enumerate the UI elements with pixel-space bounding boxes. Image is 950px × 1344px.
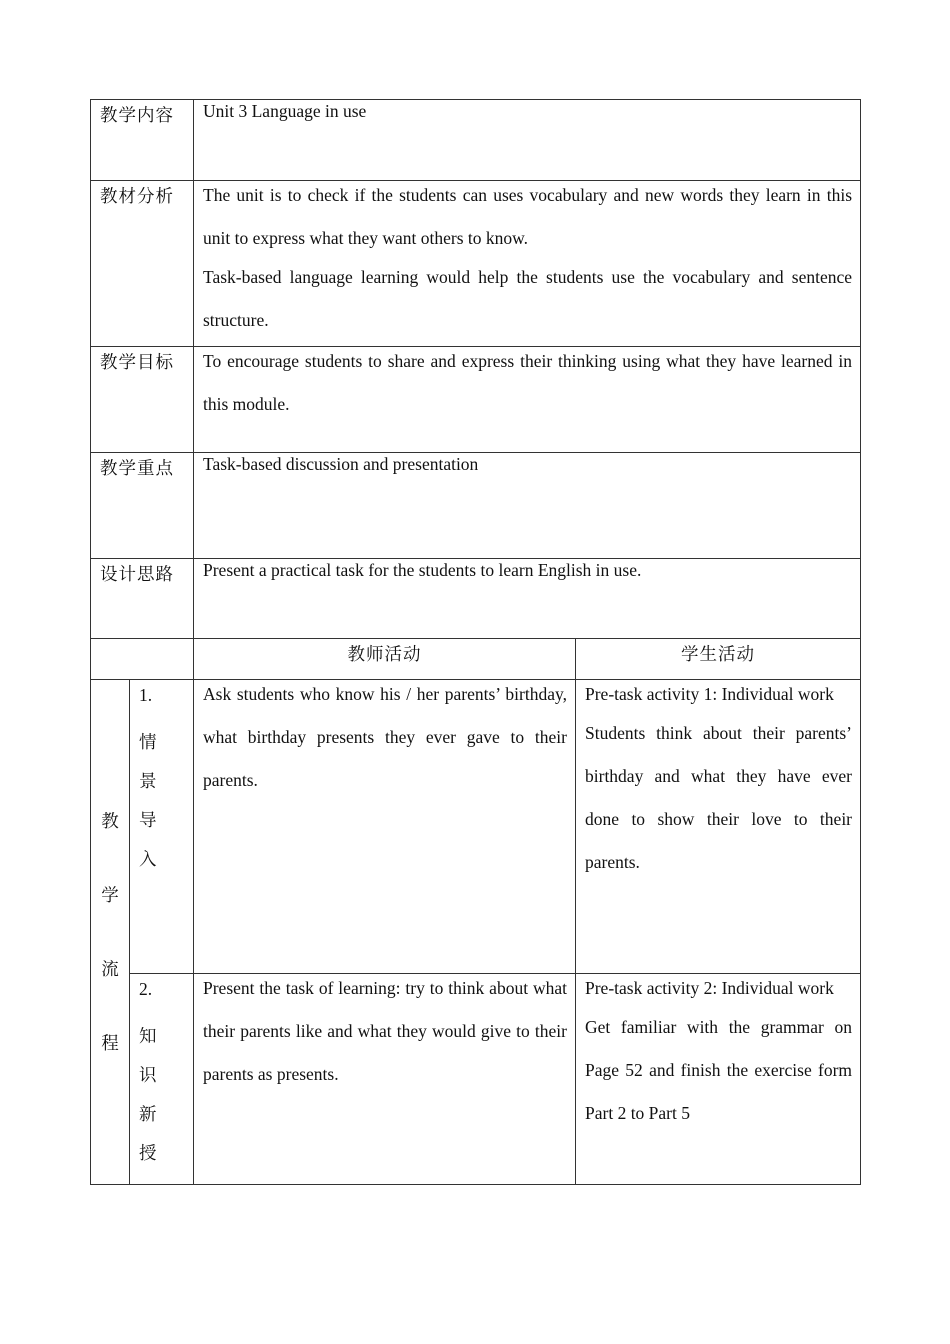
header-empty (91, 639, 194, 680)
step-title-char: 景 (139, 771, 157, 791)
step-1-teacher-activity (194, 680, 576, 974)
label-goals: 教学目标 (91, 347, 194, 453)
value-goals (194, 347, 861, 453)
step-title-char: 新 (139, 1104, 157, 1124)
process-side-label (91, 680, 130, 1185)
row-step-1 (91, 680, 861, 974)
side-char: 学 (101, 885, 119, 905)
header-student-activity: 学生活动 (576, 639, 861, 680)
analysis-paragraph: Task-based language learning would help the students use the vocabulary and sentence structure. (203, 267, 853, 330)
value-design: Present a practical task for the students to learn English in use. (194, 559, 861, 639)
row-key-points (91, 453, 861, 559)
step-number: 1. (139, 685, 153, 705)
step-title-char: 识 (139, 1065, 157, 1085)
row-content (91, 100, 861, 181)
step-title-char: 入 (139, 849, 157, 869)
header-teacher-activity: 教师活动 (194, 639, 576, 680)
step-2-student-activity (576, 974, 861, 1185)
row-analysis (91, 181, 861, 347)
step-1-title (130, 680, 194, 974)
student-activity-text: Get familiar with the grammar on Page 52 and finish the exercise form Part 2 to Part 5 (585, 1017, 853, 1123)
step-1-student-activity (576, 680, 861, 974)
label-analysis: 教材分析 (91, 181, 194, 347)
label-key-points: 教学重点 (91, 453, 194, 559)
step-2-title (130, 974, 194, 1185)
student-activity-text: Students think about their parents’ birthday and what they have ever done to show their love to their parents. (585, 723, 853, 872)
student-activity-title: Pre-task activity 2: Individual work (585, 978, 834, 998)
analysis-paragraph: The unit is to check if the students can uses vocabulary and new words they learn in this unit to express what they want others to know. (203, 185, 853, 248)
label-design: 设计思路 (91, 559, 194, 639)
step-number: 2. (139, 979, 153, 999)
step-2-teacher-activity (194, 974, 576, 1185)
step-title-char: 情 (139, 732, 157, 752)
side-char: 流 (101, 959, 119, 979)
row-step-2 (91, 974, 861, 1185)
row-goals (91, 347, 861, 453)
value-key-points: Task-based discussion and presentation (194, 453, 861, 559)
teacher-activity-text: Ask students who know his / her parents’ birthday, what birthday presents they ever gave to their parents. (203, 684, 567, 790)
teacher-activity-text: Present the task of learning: try to think about what their parents like and what they would give to their parents as presents. (203, 978, 567, 1084)
side-char: 教 (101, 811, 119, 831)
label-content: 教学内容 (91, 100, 194, 181)
value-content: Unit 3 Language in use (194, 100, 861, 181)
step-title-char: 知 (139, 1026, 157, 1046)
goals-text: To encourage students to share and express their thinking using what they have learned in this module. (203, 351, 853, 414)
step-title-char: 授 (139, 1143, 157, 1163)
student-activity-title: Pre-task activity 1: Individual work (585, 684, 834, 704)
value-analysis (194, 181, 861, 347)
side-char: 程 (101, 1033, 119, 1053)
lesson-plan-table (90, 99, 861, 1185)
row-design (91, 559, 861, 639)
step-title-char: 导 (139, 810, 157, 830)
